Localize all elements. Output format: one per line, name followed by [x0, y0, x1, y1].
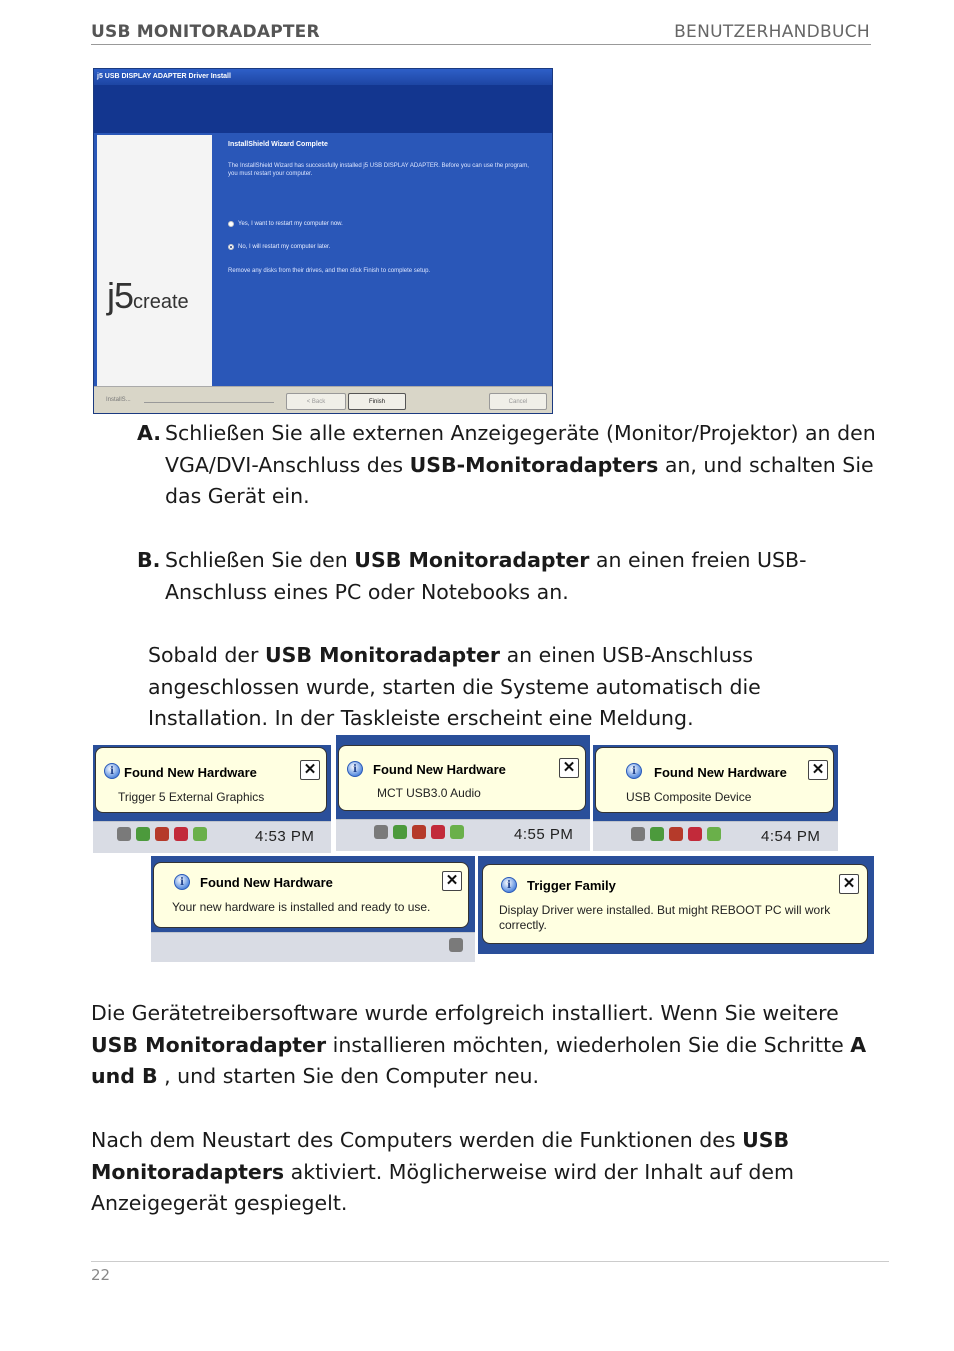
volume-icon [412, 825, 426, 839]
notification-message-2: MCT USB3.0 Audio [377, 786, 481, 800]
notification-screenshot-5 [478, 856, 874, 954]
radio-restart-later[interactable] [228, 244, 330, 250]
installer-body: The InstallShield Wizard has successfully installed j5 USB DISPLAY ADAPTER. Before you can use the program, you must restart your computer. [228, 163, 529, 177]
radio-restart-now-label: Yes, I want to restart my computer now. [238, 221, 343, 227]
info-icon: i [174, 874, 190, 890]
tray-icons [374, 825, 464, 839]
shield-icon [174, 827, 188, 841]
info-icon: i [347, 761, 363, 777]
back-button[interactable]: < Back [286, 393, 346, 410]
notification-screenshot-4 [151, 856, 475, 962]
network-icon [449, 938, 463, 952]
logo-small: create [133, 291, 189, 313]
installer-header-band [94, 85, 552, 133]
close-icon[interactable]: ✕ [839, 874, 859, 894]
taskbar-2 [336, 819, 590, 851]
notification-title-4: Found New Hardware [200, 875, 333, 890]
app-icon [393, 825, 407, 839]
installer-footer [94, 386, 552, 414]
installer-note: Remove any disks from their drives, and then click Finish to complete setup. [228, 268, 431, 274]
header-subtitle: BENUTZERHANDBUCH [674, 22, 870, 42]
cancel-button[interactable]: Cancel [489, 393, 547, 410]
notification-balloon-1 [95, 747, 327, 813]
notification-screenshot-1 [93, 745, 331, 853]
restart-text-2: aktiviert. Möglicherweise wird der Inhalt auf dem Anzeigegerät gespiegelt. [91, 1159, 794, 1215]
success-text-3: , und starten Sie den Computer neu. [157, 1064, 540, 1088]
step-b-text-1: Schließen Sie den [165, 548, 355, 572]
notification-message-3: USB Composite Device [626, 790, 752, 804]
notification-message-5: Display Driver were installed. But might REBOOT PC will work correctly. [499, 903, 831, 932]
installer-side-panel [97, 135, 212, 414]
tray-icons [631, 827, 721, 841]
volume-icon [155, 827, 169, 841]
installer-screenshot [93, 68, 553, 414]
step-b [137, 545, 837, 608]
shield-icon [431, 825, 445, 839]
taskbar-3 [593, 821, 838, 851]
radio-selected-icon [228, 244, 234, 250]
success-text-1: Die Gerätetreibersoftware wurde erfolgreich installiert. Wenn Sie weitere [91, 1001, 839, 1025]
radio-restart-now[interactable] [228, 221, 343, 227]
install-text-2: an einen USB-Anschluss angeschlossen wurde, starten die Systeme automatisch die Installation. In der Taskleiste erscheint eine Meldung. [148, 643, 761, 730]
success-paragraph [91, 998, 881, 1093]
network-icon [374, 825, 388, 839]
step-a-label: A. [137, 421, 162, 445]
step-b-label: B. [137, 548, 161, 572]
footer-divider [91, 1261, 889, 1262]
step-a-bold: USB-Monitoradapters [409, 452, 659, 477]
install-text-1: Sobald der [148, 643, 265, 667]
notification-message-4: Your new hardware is installed and ready to use. [172, 900, 431, 914]
header-divider [91, 44, 871, 45]
success-bold-1: USB Monitoradapter [91, 1032, 327, 1057]
volume-icon [669, 827, 683, 841]
success-bold-2: A und B [91, 1032, 867, 1088]
j5create-logo [107, 275, 189, 317]
network-icon [117, 827, 131, 841]
taskbar-4 [151, 932, 475, 962]
notification-title-2: Found New Hardware [373, 762, 506, 777]
clock: 4:55 PM [514, 826, 574, 843]
step-a-text-2: an, und schalten Sie das Gerät ein. [165, 452, 874, 508]
taskbar-1 [93, 821, 331, 853]
shield-icon [688, 827, 702, 841]
notification-title-1: Found New Hardware [124, 765, 257, 780]
notification-balloon-2 [338, 745, 586, 811]
notification-message-1: Trigger 5 External Graphics [118, 790, 265, 804]
radio-icon [228, 221, 234, 227]
success-text-2: installieren möchten, wiederholen Sie die Schritte [326, 1032, 851, 1057]
notification-screenshot-2 [336, 735, 590, 851]
step-b-text-2: an einen freien USB-Anschluss eines PC oder Notebooks an. [165, 548, 807, 604]
installer-window-title: j5 USB DISPLAY ADAPTER Driver Install [94, 69, 552, 85]
logo-big: j5 [107, 275, 134, 316]
radio-restart-later-label: No, I will restart my computer later. [238, 244, 331, 250]
page-number: 22 [91, 1266, 111, 1284]
network-icon [631, 827, 645, 841]
install-bold: USB Monitoradapter [264, 643, 501, 667]
info-icon: i [501, 877, 517, 893]
notification-balloon-4 [153, 862, 469, 928]
step-b-text [165, 545, 837, 608]
close-icon[interactable]: ✕ [559, 758, 579, 778]
header-title: USB MONITORADAPTER [91, 22, 320, 42]
info-icon: i [104, 763, 120, 779]
step-a-text-1: Schließen Sie alle externen Anzeigegeräte (Monitor/Projektor) an den VGA/DVI-Anschluss des [165, 421, 876, 477]
close-icon[interactable]: ✕ [808, 760, 828, 780]
step-a [137, 418, 877, 513]
installshield-label: InstallS... [106, 397, 131, 403]
footer-separator [144, 402, 274, 403]
step-a-text [165, 418, 877, 513]
tray-icons [449, 938, 463, 952]
notification-title-3: Found New Hardware [654, 765, 787, 780]
nvidia-icon [193, 827, 207, 841]
nvidia-icon [450, 825, 464, 839]
restart-text-1: Nach dem Neustart des Computers werden die Funktionen des [91, 1128, 743, 1152]
tray-icons [117, 827, 207, 841]
notification-balloon-5 [482, 864, 868, 944]
notification-screenshot-3 [593, 745, 838, 851]
nvidia-icon [707, 827, 721, 841]
install-paragraph [148, 640, 848, 735]
app-icon [650, 827, 664, 841]
close-icon[interactable]: ✕ [300, 760, 320, 780]
close-icon[interactable]: ✕ [442, 871, 462, 891]
notification-balloon-3 [595, 747, 834, 813]
notification-title-5: Trigger Family [527, 878, 616, 893]
clock: 4:53 PM [255, 828, 315, 845]
restart-bold: USB Monitoradapters [91, 1128, 790, 1184]
info-icon: i [626, 763, 642, 779]
finish-button[interactable]: Finish [348, 393, 406, 410]
step-b-bold: USB Monitoradapter [354, 548, 590, 572]
app-icon [136, 827, 150, 841]
installer-heading: InstallShield Wizard Complete [228, 141, 328, 148]
restart-paragraph [91, 1125, 861, 1220]
clock: 4:54 PM [761, 828, 821, 845]
